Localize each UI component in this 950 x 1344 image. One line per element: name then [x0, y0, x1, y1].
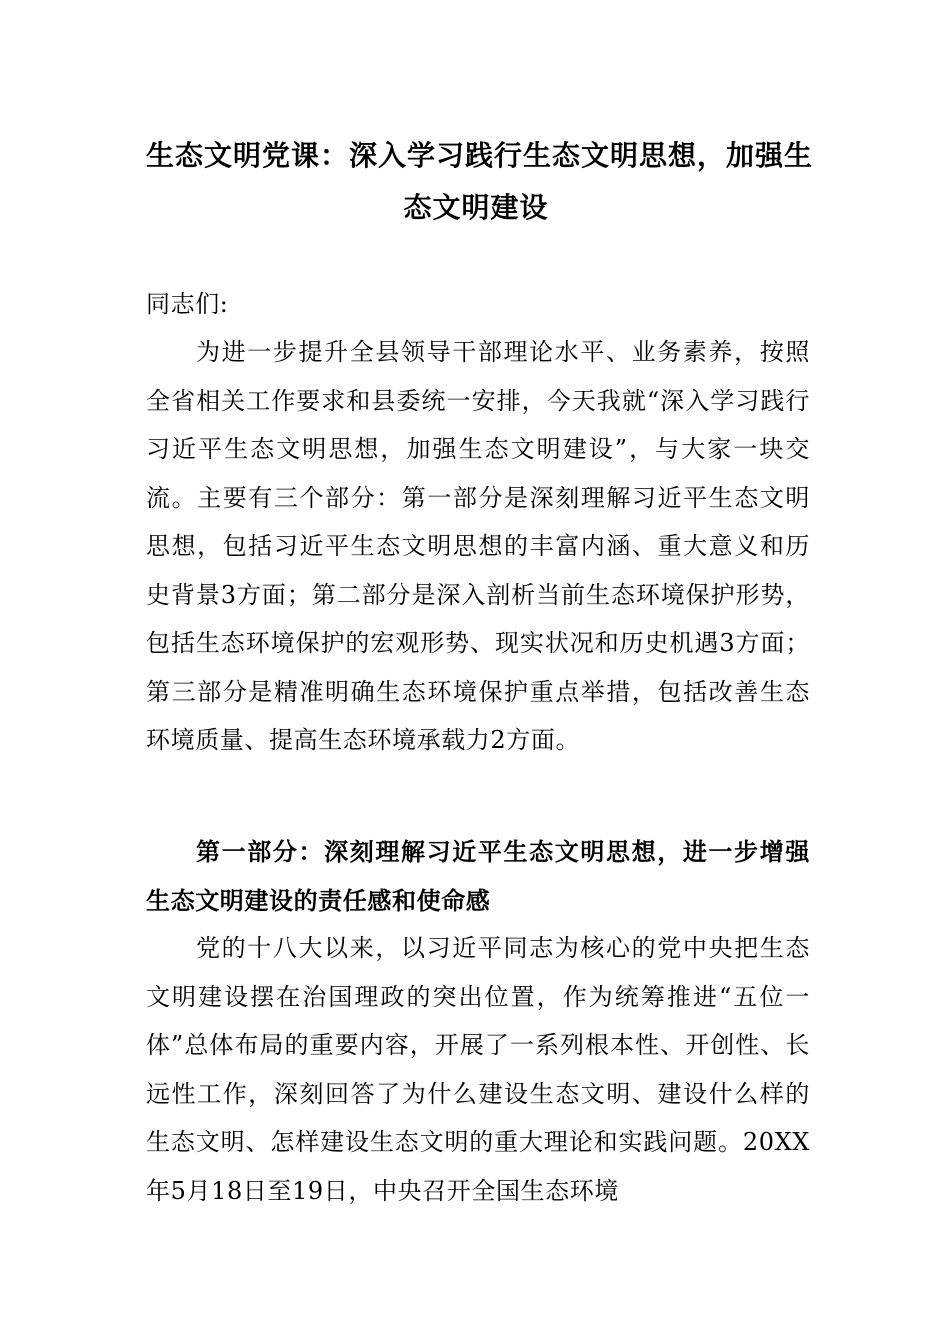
section-heading: 第一部分：深刻理解习近平生态文明思想，进一步增强生态文明建设的责任感和使命感	[146, 837, 810, 915]
document-title-line-1: 生态文明党课：深入学习践行生态文明思想，加强生	[146, 139, 814, 172]
document-title-line-2: 态文明建设	[403, 191, 549, 224]
intro-paragraph: 为进一步提升全县领导干部理论水平、业务素养，按照全省相关工作要求和县委统一安排，今天我就“深入学习践行习近平生态文明思想，加强生态文明建设”，与大家一块交流。主要有三个部分：第一部分是深刻理解习近平生态文明思想，包括习近平生态文明思想的丰富内涵、重大意义和历史背景3方面；第二部分是深入剖析当前生态环境保护形势，包括生态环境保护的宏观形势、现实状况和历史机遇3方面；第三部分是精准明确生态环境保护重点举措，包括改善生态环境质量、提高生态环境承载力2方面。	[146, 338, 810, 754]
body-paragraph: 党的十八大以来，以习近平同志为核心的党中央把生态文明建设摆在治国理政的突出位置，作为统筹推进“五位一体”总体布局的重要内容，开展了一系列根本性、开创性、长远性工作，深刻回答了为什么建设生态文明、建设什么样的生态文明、怎样建设生态文明的重大理论和实践问题。20XX年5月18日至19日，中央召开全国生态环境	[146, 934, 810, 1205]
document-title	[146, 130, 814, 234]
salutation: 同志们:	[146, 290, 229, 318]
